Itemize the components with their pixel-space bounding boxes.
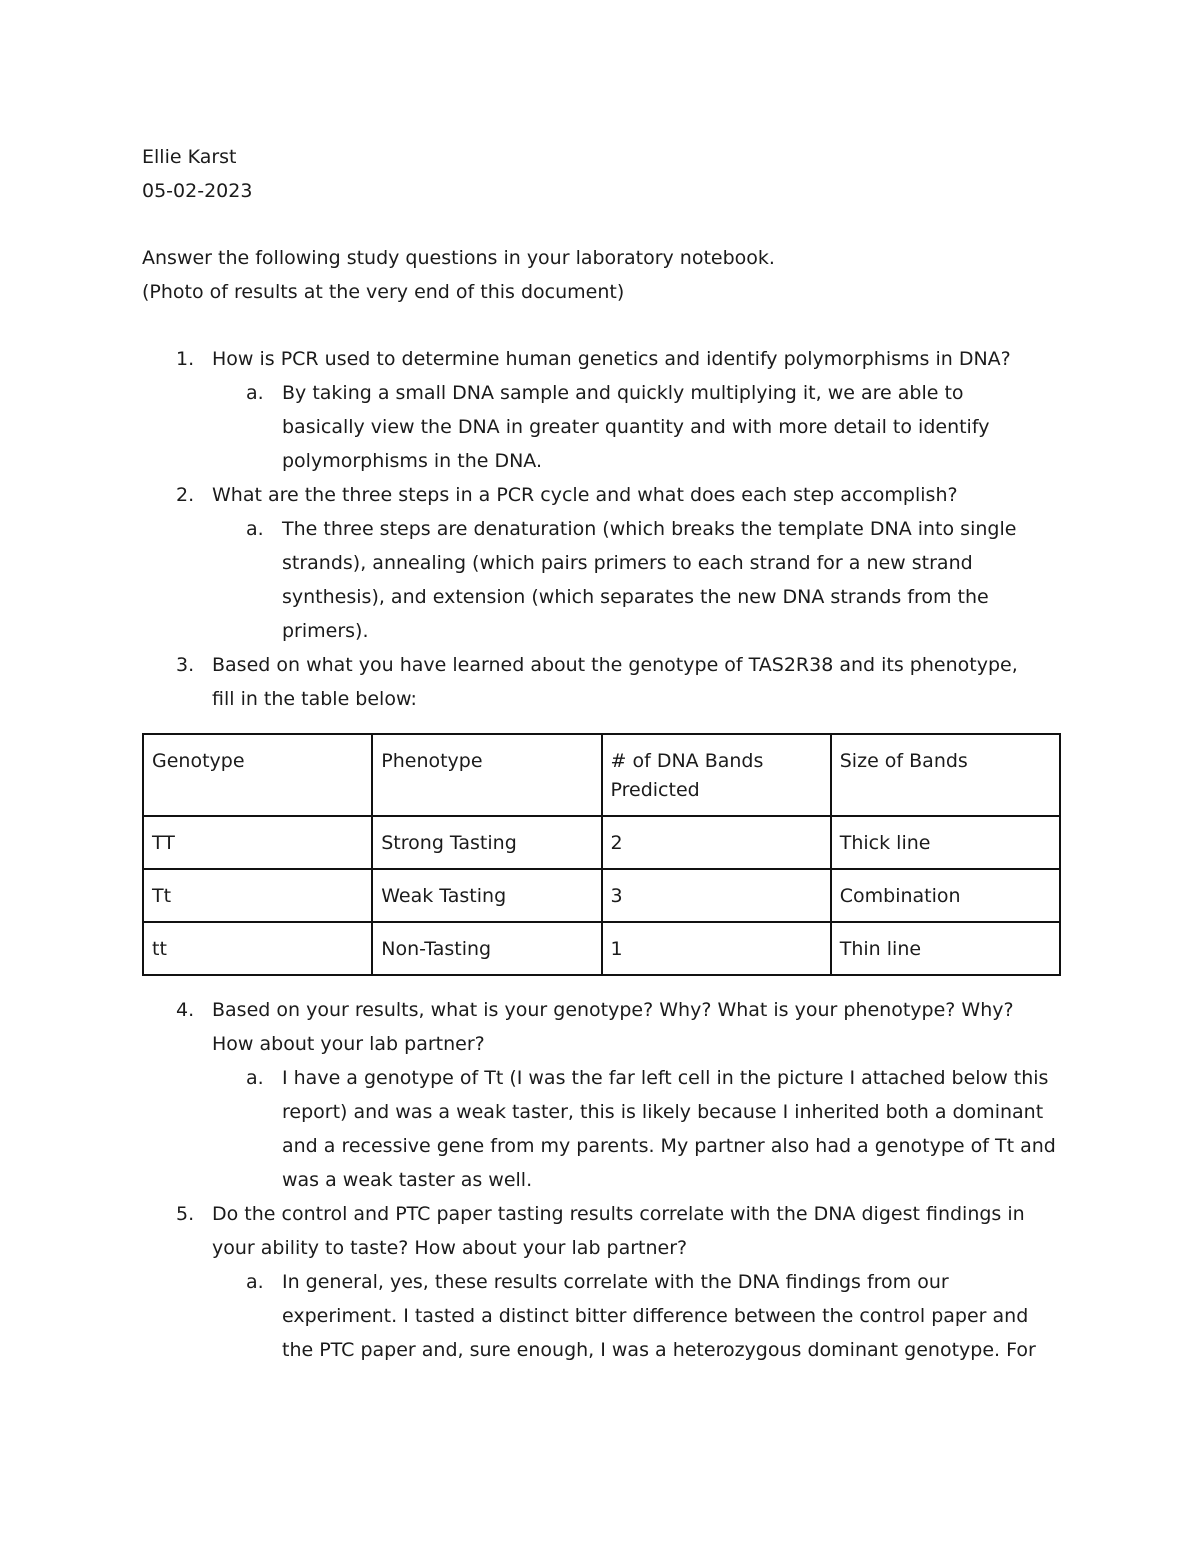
answer-marker: a. (246, 1271, 264, 1293)
genotype-table (142, 733, 1061, 976)
table-header-row (143, 734, 1060, 816)
table-cell: Combination (831, 869, 1060, 922)
answer-marker: a. (246, 1067, 264, 1089)
question-number: 3. (176, 654, 195, 676)
table-header-cell: Size of Bands (831, 734, 1060, 816)
answer-text: The three steps are denaturation (which breaks the template DNA into single (282, 518, 1017, 540)
table-row (143, 816, 1060, 869)
photo-note: (Photo of results at the very end of this document) (142, 281, 625, 303)
question-2 (142, 478, 1062, 512)
question-text: What are the three steps in a PCR cycle and what does each step accomplish? (212, 484, 958, 506)
question-text: Do the control and PTC paper tasting results correlate with the DNA digest findings in (212, 1203, 1025, 1225)
question-4 (142, 993, 1062, 1027)
question-text: your ability to taste? How about your lab partner? (212, 1237, 688, 1259)
question-text: Based on what you have learned about the genotype of TAS2R38 and its phenotype, (212, 654, 1018, 676)
question-text: How about your lab partner? (212, 1033, 485, 1055)
table-header-cell: # of DNA Bands Predicted (602, 734, 831, 816)
table-row (143, 869, 1060, 922)
question-5 (142, 1197, 1062, 1231)
answer-marker: a. (246, 518, 264, 540)
table-cell: Strong Tasting (372, 816, 601, 869)
answer-text: experiment. I tasted a distinct bitter difference between the control paper and (282, 1305, 1029, 1327)
question-1 (142, 342, 1062, 376)
answer-text: primers). (282, 620, 369, 642)
answer-text: basically view the DNA in greater quantity and with more detail to identify (282, 416, 990, 438)
table-cell: 2 (602, 816, 831, 869)
answer-5 (142, 1265, 1062, 1299)
answer-text: By taking a small DNA sample and quickly multiplying it, we are able to (282, 382, 964, 404)
answer-text: strands), annealing (which pairs primers to each strand for a new strand (282, 552, 973, 574)
question-number: 4. (176, 999, 195, 1021)
table-header-cell: Genotype (143, 734, 372, 816)
table-cell: TT (143, 816, 372, 869)
question-text: How is PCR used to determine human genetics and identify polymorphisms in DNA? (212, 348, 1011, 370)
answer-text: was a weak taster as well. (282, 1169, 533, 1191)
document-date: 05-02-2023 (142, 180, 253, 202)
table-cell: tt (143, 922, 372, 975)
table-cell: Non-Tasting (372, 922, 601, 975)
answer-text: and a recessive gene from my parents. My partner also had a genotype of Tt and (282, 1135, 1056, 1157)
table-cell: Thin line (831, 922, 1060, 975)
question-number: 2. (176, 484, 195, 506)
table-header-cell: Phenotype (372, 734, 601, 816)
author-name: Ellie Karst (142, 146, 237, 168)
answer-4 (142, 1061, 1062, 1095)
instructions-line: Answer the following study questions in your laboratory notebook. (142, 247, 775, 269)
table-cell: Tt (143, 869, 372, 922)
table-cell: 1 (602, 922, 831, 975)
question-text: Based on your results, what is your genotype? Why? What is your phenotype? Why? (212, 999, 1014, 1021)
table-cell: Weak Tasting (372, 869, 601, 922)
answer-2 (142, 512, 1062, 546)
table-row (143, 922, 1060, 975)
answer-text: the PTC paper and, sure enough, I was a heterozygous dominant genotype. For (282, 1339, 1036, 1361)
answer-marker: a. (246, 382, 264, 404)
document-page (142, 140, 1062, 1367)
question-number: 5. (176, 1203, 195, 1225)
question-3 (142, 648, 1062, 682)
question-number: 1. (176, 348, 195, 370)
answer-1 (142, 376, 1062, 410)
answer-text: synthesis), and extension (which separates the new DNA strands from the (282, 586, 989, 608)
question-text: fill in the table below: (212, 688, 417, 710)
answer-text: report) and was a weak taster, this is likely because I inherited both a dominant (282, 1101, 1044, 1123)
answer-text: I have a genotype of Tt (I was the far left cell in the picture I attached below this (282, 1067, 1049, 1089)
table-cell: Thick line (831, 816, 1060, 869)
table-cell: 3 (602, 869, 831, 922)
answer-text: polymorphisms in the DNA. (282, 450, 543, 472)
answer-text: In general, yes, these results correlate with the DNA findings from our (282, 1271, 949, 1293)
